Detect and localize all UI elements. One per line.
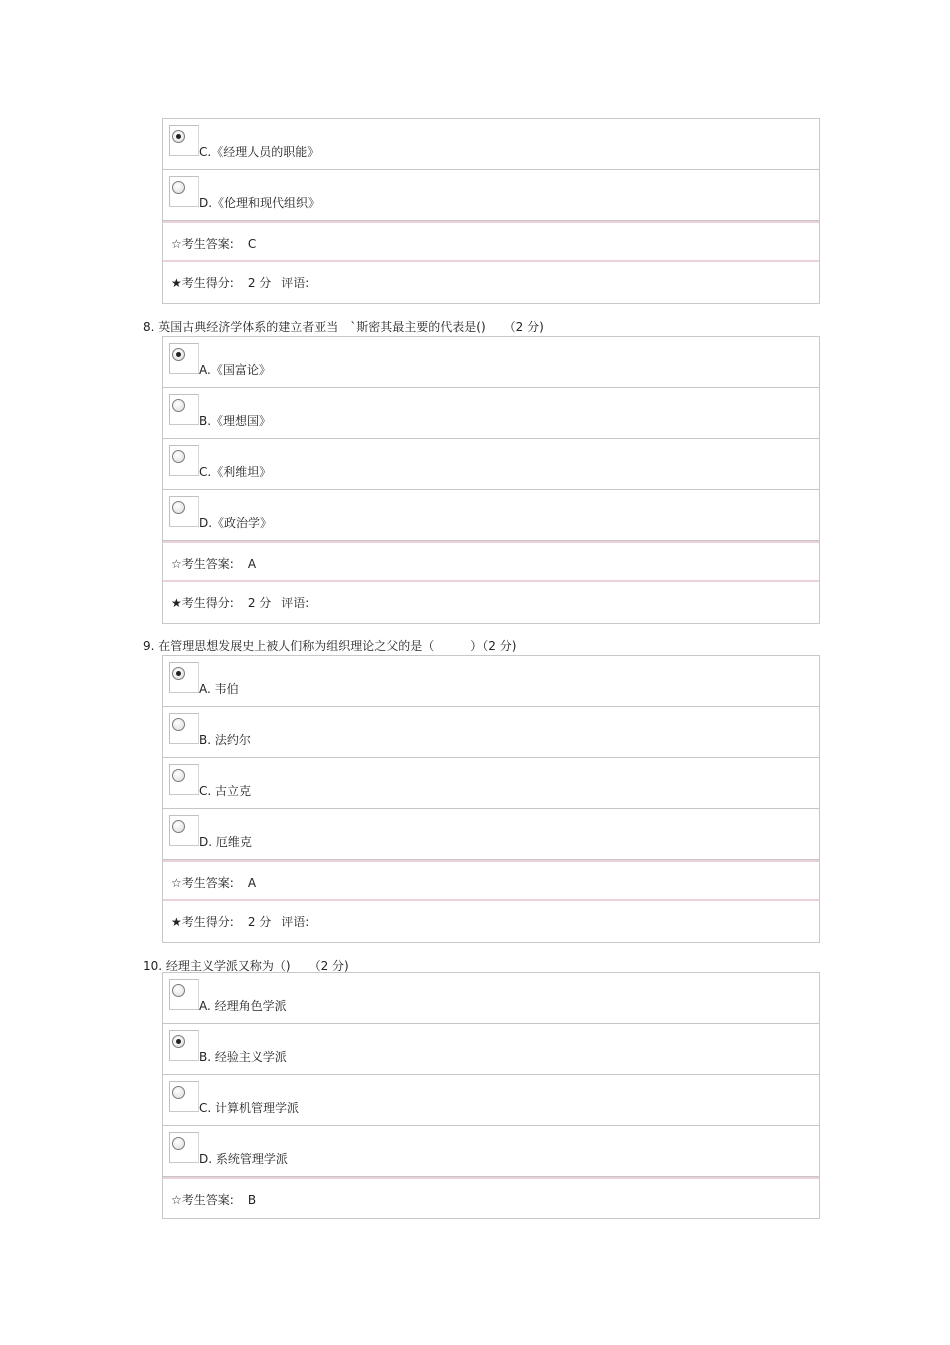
option-label: A. 韦伯: [199, 682, 239, 696]
option-row[interactable]: [163, 490, 819, 541]
radio-unchecked-icon[interactable]: [172, 450, 185, 463]
radio-unchecked-icon[interactable]: [172, 501, 185, 514]
answer-label: ☆考生答案:: [171, 237, 234, 251]
score-label: ★考生得分:: [171, 915, 234, 929]
option-row[interactable]: [163, 809, 819, 860]
radio-underline: [169, 1162, 199, 1163]
radio-frame: [169, 1132, 199, 1162]
radio-frame: [169, 496, 199, 526]
radio-checked-icon[interactable]: [172, 130, 185, 143]
answer-value: B: [247, 1193, 257, 1207]
answer-label: ☆考生答案:: [171, 876, 234, 890]
question-7-block: [162, 118, 820, 304]
radio-frame: [169, 1081, 199, 1111]
answer-row: [163, 860, 819, 901]
option-row[interactable]: [163, 1126, 819, 1177]
option-row[interactable]: [163, 439, 819, 490]
score-row: [163, 901, 819, 942]
question-10-title: 10. 经理主义学派又称为（) （2 分): [143, 959, 349, 973]
radio-unchecked-icon[interactable]: [172, 984, 185, 997]
option-row[interactable]: [163, 388, 819, 439]
radio-frame: [169, 125, 199, 155]
radio-underline: [169, 373, 199, 374]
radio-underline: [169, 475, 199, 476]
radio-frame: [169, 343, 199, 373]
option-row[interactable]: [163, 1024, 819, 1075]
radio-unchecked-icon[interactable]: [172, 1137, 185, 1150]
option-row[interactable]: [163, 170, 819, 221]
option-label: D.《政治学》: [199, 516, 273, 530]
radio-underline: [169, 692, 199, 693]
radio-underline: [169, 743, 199, 744]
option-row[interactable]: [163, 758, 819, 809]
answer-label: ☆考生答案:: [171, 1193, 234, 1207]
radio-frame: [169, 713, 199, 743]
option-label: B.《理想国》: [199, 414, 272, 428]
question-9-title: 9. 在管理思想发展史上被人们称为组织理论之父的是（ ）（2 分): [143, 639, 517, 653]
question-9-block: [162, 655, 820, 943]
radio-unchecked-icon[interactable]: [172, 769, 185, 782]
answer-text: [171, 874, 256, 891]
answer-row: [163, 541, 819, 582]
radio-frame: [169, 815, 199, 845]
score-label: ★考生得分:: [171, 596, 234, 610]
radio-unchecked-icon[interactable]: [172, 399, 185, 412]
option-row[interactable]: [163, 973, 819, 1024]
answer-label: ☆考生答案:: [171, 557, 234, 571]
comment-label: 评语:: [281, 276, 310, 290]
answer-row: [163, 1177, 819, 1218]
option-label: A.《国富论》: [199, 363, 271, 377]
score-label: ★考生得分:: [171, 276, 234, 290]
option-label: A. 经理角色学派: [199, 999, 287, 1013]
option-label: C. 计算机管理学派: [199, 1101, 300, 1115]
radio-checked-icon[interactable]: [172, 667, 185, 680]
radio-underline: [169, 1060, 199, 1061]
score-row: [163, 262, 819, 303]
option-label: C.《经理人员的职能》: [199, 145, 320, 159]
option-label: C. 古立克: [199, 784, 252, 798]
answer-text: [171, 555, 256, 572]
radio-frame: [169, 394, 199, 424]
radio-unchecked-icon[interactable]: [172, 820, 185, 833]
radio-frame: [169, 662, 199, 692]
comment-label: 评语:: [281, 915, 310, 929]
radio-unchecked-icon[interactable]: [172, 181, 185, 194]
option-row[interactable]: [163, 337, 819, 388]
option-row[interactable]: [163, 119, 819, 170]
score-row: [163, 582, 819, 623]
option-label: D.《伦理和现代组织》: [199, 196, 321, 210]
score-text: [171, 274, 309, 291]
radio-underline: [169, 526, 199, 527]
radio-frame: [169, 764, 199, 794]
answer-value: C: [247, 237, 257, 251]
score-value: 2 分: [247, 276, 272, 290]
radio-unchecked-icon[interactable]: [172, 718, 185, 731]
answer-value: A: [247, 557, 257, 571]
question-10-block: [162, 972, 820, 1219]
radio-underline: [169, 424, 199, 425]
answer-value: A: [247, 876, 257, 890]
radio-underline: [169, 1009, 199, 1010]
radio-frame: [169, 176, 199, 206]
answer-text: [171, 235, 256, 252]
option-label: B. 法约尔: [199, 733, 251, 747]
radio-unchecked-icon[interactable]: [172, 1086, 185, 1099]
score-value: 2 分: [247, 915, 272, 929]
radio-checked-icon[interactable]: [172, 348, 185, 361]
radio-underline: [169, 794, 199, 795]
score-text: [171, 594, 309, 611]
option-row[interactable]: [163, 707, 819, 758]
radio-underline: [169, 155, 199, 156]
option-label: C.《利维坦》: [199, 465, 272, 479]
option-row[interactable]: [163, 1075, 819, 1126]
option-label: B. 经验主义学派: [199, 1050, 287, 1064]
score-text: [171, 913, 309, 930]
radio-checked-icon[interactable]: [172, 1035, 185, 1048]
comment-label: 评语:: [281, 596, 310, 610]
radio-frame: [169, 979, 199, 1009]
radio-frame: [169, 445, 199, 475]
question-8-title: 8. 英国古典经济学体系的建立者亚当 `斯密其最主要的代表是() （2 分): [143, 320, 544, 334]
option-label: D. 厄维克: [199, 835, 252, 849]
answer-text: [171, 1191, 256, 1208]
question-8-block: [162, 336, 820, 624]
radio-underline: [169, 206, 199, 207]
answer-row: [163, 221, 819, 262]
score-value: 2 分: [247, 596, 272, 610]
radio-underline: [169, 845, 199, 846]
option-row[interactable]: [163, 656, 819, 707]
option-label: D. 系统管理学派: [199, 1152, 288, 1166]
radio-frame: [169, 1030, 199, 1060]
radio-underline: [169, 1111, 199, 1112]
